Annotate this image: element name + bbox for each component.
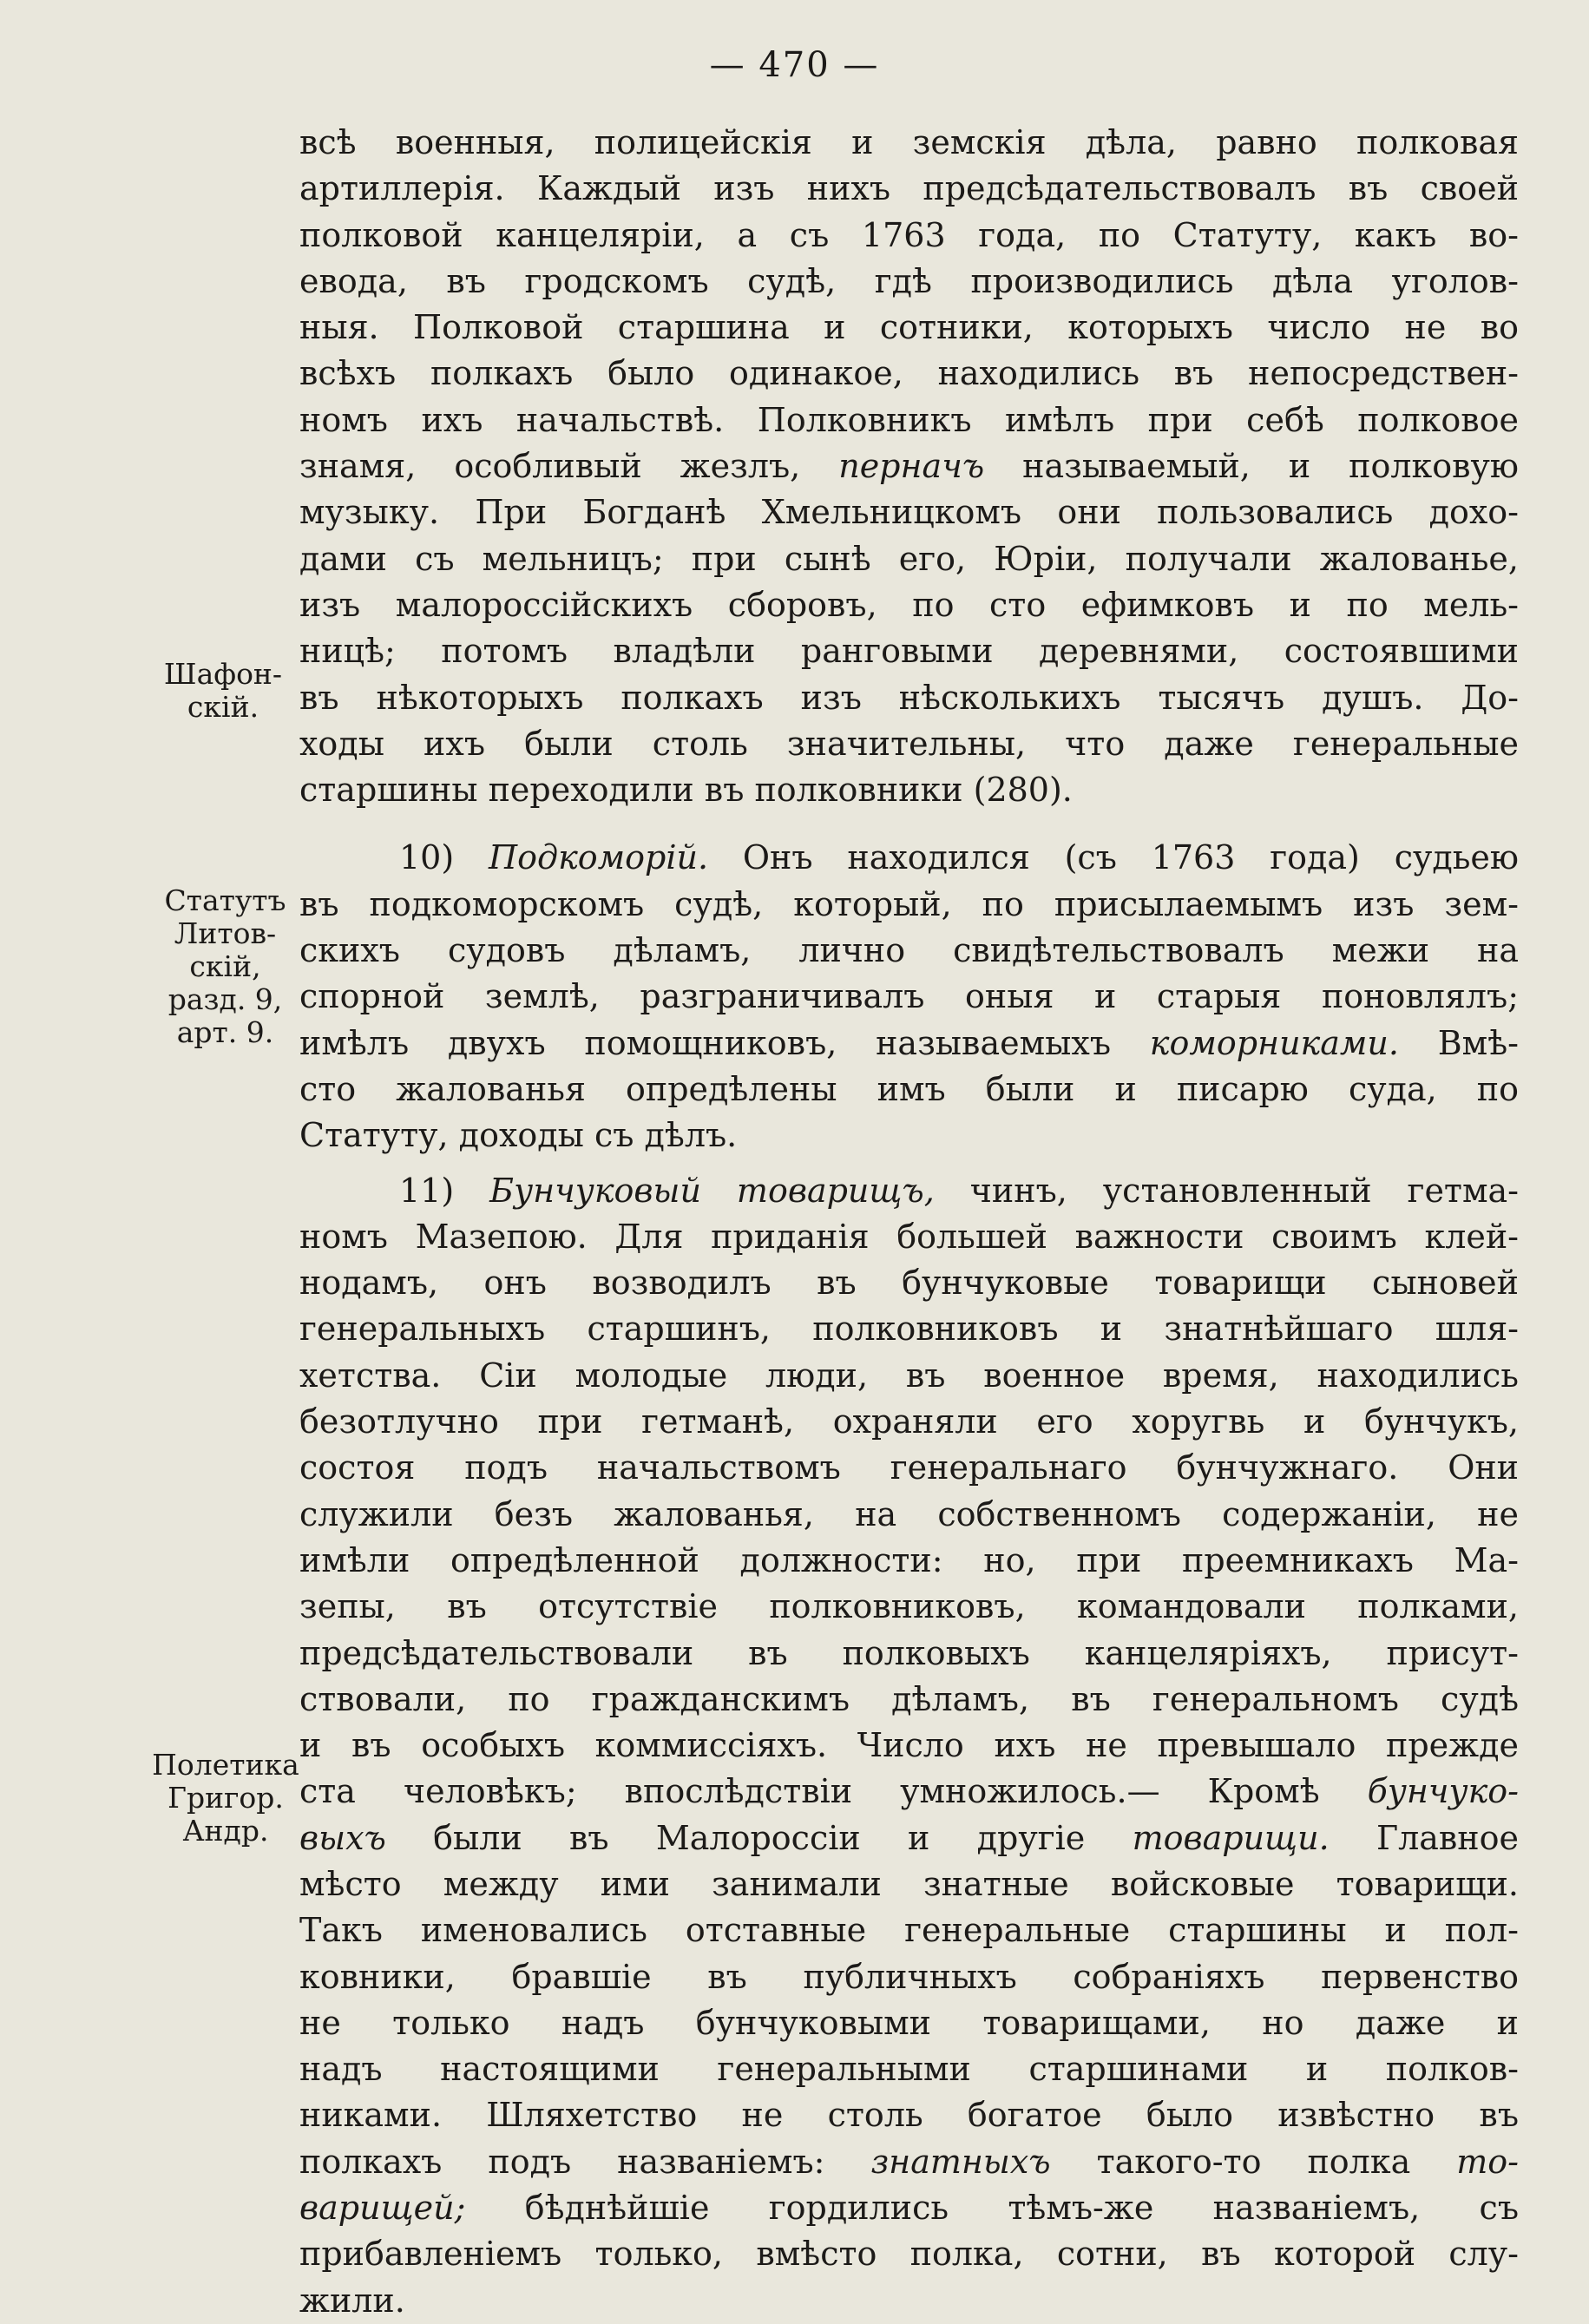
text-line (299, 721, 1519, 767)
text-run: никами. Шляхетство не столь богатое было извѣстно въ (299, 2096, 1519, 2135)
paragraph-1 (299, 120, 1519, 813)
text-run: полкахъ подъ названіемъ: (299, 2142, 871, 2181)
margin-note-line: Статутъ (164, 883, 286, 917)
text-run: Такъ именовались отставные генеральные старшины и пол- (299, 1911, 1519, 1950)
text-line (299, 1907, 1519, 1953)
margin-note-line: арт. 9. (176, 1015, 274, 1049)
text-line (299, 835, 1519, 881)
text-run: всѣ военныя, полицейскія и земскія дѣла, равно полковая (299, 123, 1519, 161)
text-line (299, 1168, 1519, 1214)
text-run: дами съ мельницъ; при сынѣ его, Юріи, получали жалованье, (299, 539, 1519, 578)
text-line (299, 1815, 1519, 1861)
text-line (299, 1260, 1519, 1306)
text-run: служили безъ жалованья, на собственномъ содержаніи, не (299, 1494, 1519, 1533)
text-line (299, 628, 1519, 674)
text-run: ходы ихъ были столь значительны, что даже генеральные (299, 724, 1519, 763)
text-run: нодамъ, онъ возводилъ въ бунчуковые товарищи сыновей (299, 1264, 1519, 1303)
text-line (299, 489, 1519, 535)
text-run: и въ особыхъ коммиссіяхъ. Число ихъ не превышало прежде (299, 1726, 1519, 1765)
text-line (299, 351, 1519, 397)
text-run: мѣсто между ими занимали знатные войсковые товарищи. (299, 1864, 1519, 1903)
text-run: безотлучно при гетманѣ, охраняли его хоругвь и бунчукъ, (299, 1402, 1519, 1441)
text-line (299, 582, 1519, 628)
text-run: такого-то полка (1050, 2142, 1457, 2181)
text-line (299, 1021, 1519, 1067)
margin-note-line: разд. 9, (167, 982, 283, 1016)
text-run: скихъ судовъ дѣламъ, лично свидѣтельствовалъ межи на (299, 931, 1519, 970)
paragraph-3 (299, 1168, 1519, 2324)
italic-text: перначъ (838, 447, 985, 486)
italic-text: то- (1456, 2142, 1519, 2181)
text-run: въ подкоморскомъ судѣ, который, по присылаемымъ изъ зем- (299, 884, 1519, 923)
text-line (299, 675, 1519, 721)
text-line (299, 1723, 1519, 1769)
text-line (299, 974, 1519, 1020)
margin-note-line: Григор. (167, 1781, 284, 1815)
text-run: Статуту, доходы съ дѣлъ. (299, 1116, 738, 1155)
text-run: старшины переходили въ полковники (280). (299, 771, 1073, 810)
text-run: имѣлъ двухъ помощниковъ, называемыхъ (299, 1023, 1150, 1062)
text-run: состоя подъ начальствомъ генеральнаго бунчужнаго. Они (299, 1448, 1519, 1487)
italic-text: товарищи. (1132, 1818, 1330, 1857)
italic-text: Бунчуковый товарищъ, (489, 1171, 935, 1210)
text-run: евода, въ гродскомъ судѣ, гдѣ производились дѣла уголов- (299, 261, 1519, 300)
text-run: спорной землѣ, разграничивалъ оныя и старыя поновлялъ; (299, 977, 1519, 1016)
text-line (299, 2139, 1519, 2185)
text-run: артиллерія. Каждый изъ нихъ предсѣдательствовалъ въ своей (299, 169, 1519, 208)
text-run: ницѣ; потомъ владѣли ранговыми деревнями, состоявшими (299, 632, 1519, 671)
margin-note-line: Литов- (174, 916, 277, 950)
text-run: прибавленіемъ только, вмѣсто полка, сотни, въ которой слу- (299, 2235, 1519, 2274)
text-line (299, 536, 1519, 582)
text-run: предсѣдательствовали въ полковыхъ канцеляріяхъ, присут- (299, 1633, 1519, 1672)
italic-text: знатныхъ (870, 2142, 1051, 2181)
text-line (299, 2092, 1519, 2138)
text-run: жили. (299, 2281, 405, 2320)
margin-note-line: Шафон- (163, 657, 283, 691)
text-run: не только надъ бунчуковыми товарищами, но даже и (299, 2003, 1519, 2042)
margin-note-shafonsky (149, 658, 297, 724)
text-line (299, 259, 1519, 305)
paragraph-gap (299, 1159, 1519, 1168)
text-line (299, 1067, 1519, 1113)
text-line (299, 1306, 1519, 1352)
text-line (299, 2046, 1519, 2092)
margin-note-poletika (148, 1749, 304, 1848)
text-run: въ нѣкоторыхъ полкахъ изъ нѣсколькихъ тысячъ душъ. До- (299, 678, 1519, 717)
text-run: хетства. Сіи молодые люди, въ военное время, находились (299, 1356, 1519, 1395)
text-line (299, 443, 1519, 489)
margin-note-statut (149, 884, 301, 1049)
text-line (299, 120, 1519, 166)
text-line (299, 767, 1519, 813)
text-run: были въ Малороссіи и другіе (385, 1818, 1133, 1857)
text-line (299, 2231, 1519, 2277)
text-line (299, 1113, 1519, 1159)
text-run: музыку. При Богданѣ Хмельницкомъ они пользовались дохо- (299, 493, 1519, 532)
margin-note-line: Полетика (152, 1748, 299, 1782)
text-line (299, 1954, 1519, 2000)
text-line (299, 166, 1519, 212)
text-line (299, 1445, 1519, 1491)
text-run: Вмѣ- (1398, 1023, 1519, 1062)
text-run: номъ ихъ начальствѣ. Полковникъ имѣлъ при себѣ полковое (299, 400, 1519, 439)
text-run: ковники, бравшіе въ публичныхъ собраніяхъ первенство (299, 1957, 1519, 1996)
text-line (299, 882, 1519, 928)
text-line (299, 1399, 1519, 1445)
text-run: сто жалованья опредѣлены имъ были и писарю суда, по (299, 1069, 1519, 1108)
text-run: ныя. Полковой старшина и сотники, которыхъ число не во (299, 308, 1519, 347)
text-run: изъ малороссійскихъ сборовъ, по сто ефимковъ и по мель- (299, 585, 1519, 624)
text-run: всѣхъ полкахъ было одинакое, находились въ непосредствен- (299, 354, 1519, 393)
italic-text: коморниками. (1149, 1023, 1399, 1062)
text-line (299, 1538, 1519, 1584)
text-run: полковой канцеляріи, а съ 1763 года, по Статуту, какъ во- (299, 215, 1519, 254)
text-line (299, 213, 1519, 259)
text-line (299, 1353, 1519, 1399)
page-number: — 470 — (709, 45, 880, 85)
text-line (299, 1492, 1519, 1538)
text-line (299, 2278, 1519, 2324)
text-line (299, 1214, 1519, 1260)
text-run: зепы, въ отсутствіе полковниковъ, командовали полками, (299, 1587, 1519, 1626)
text-run: знамя, особливый жезлъ, (299, 447, 839, 486)
text-run: номъ Мазепою. Для приданія большей важности своимъ клей- (299, 1217, 1519, 1256)
italic-text: варищей; (299, 2189, 466, 2228)
text-line (299, 1631, 1519, 1677)
text-run: имѣли опредѣленной должности: но, при преемникахъ Ма- (299, 1540, 1519, 1579)
margin-note-line: Андр. (182, 1814, 269, 1848)
text-line (299, 305, 1519, 351)
italic-text: бунчуко- (1367, 1772, 1519, 1811)
italic-text: Подкоморій. (489, 838, 709, 877)
text-line (299, 1769, 1519, 1815)
paragraph-gap (299, 813, 1519, 835)
text-line (299, 1861, 1519, 1907)
text-line (299, 2185, 1519, 2231)
text-run: бѣднѣйшіе гордились тѣмъ-же названіемъ, съ (465, 2189, 1519, 2228)
text-run: Онъ находился (съ 1763 года) судьею (708, 838, 1519, 877)
text-run: чинъ, установленный гетма- (934, 1171, 1520, 1210)
text-run: ствовали, по гражданскимъ дѣламъ, въ генеральномъ судѣ (299, 1679, 1519, 1718)
text-run: ста человѣкъ; впослѣдствіи умножилось.— Кромѣ (299, 1772, 1368, 1811)
margin-note-line: скій, (189, 949, 261, 983)
text-run: Главное (1329, 1818, 1519, 1857)
text-line (299, 397, 1519, 443)
text-run: называемый, и полковую (984, 447, 1519, 486)
text-line (299, 928, 1519, 974)
text-run: надъ настоящими генеральными старшинами и полков- (299, 2050, 1519, 2089)
text-run: генеральныхъ старшинъ, полковниковъ и знатнѣйшаго шля- (299, 1310, 1519, 1349)
margin-note-line: скій. (187, 690, 259, 724)
text-line (299, 1584, 1519, 1630)
text-line (299, 2000, 1519, 2046)
text-line (299, 1677, 1519, 1723)
main-text (299, 120, 1519, 2324)
italic-text: выхъ (299, 1818, 386, 1857)
text-run: 10) (399, 838, 489, 877)
paragraph-2 (299, 835, 1519, 1159)
text-run: 11) (399, 1171, 490, 1210)
